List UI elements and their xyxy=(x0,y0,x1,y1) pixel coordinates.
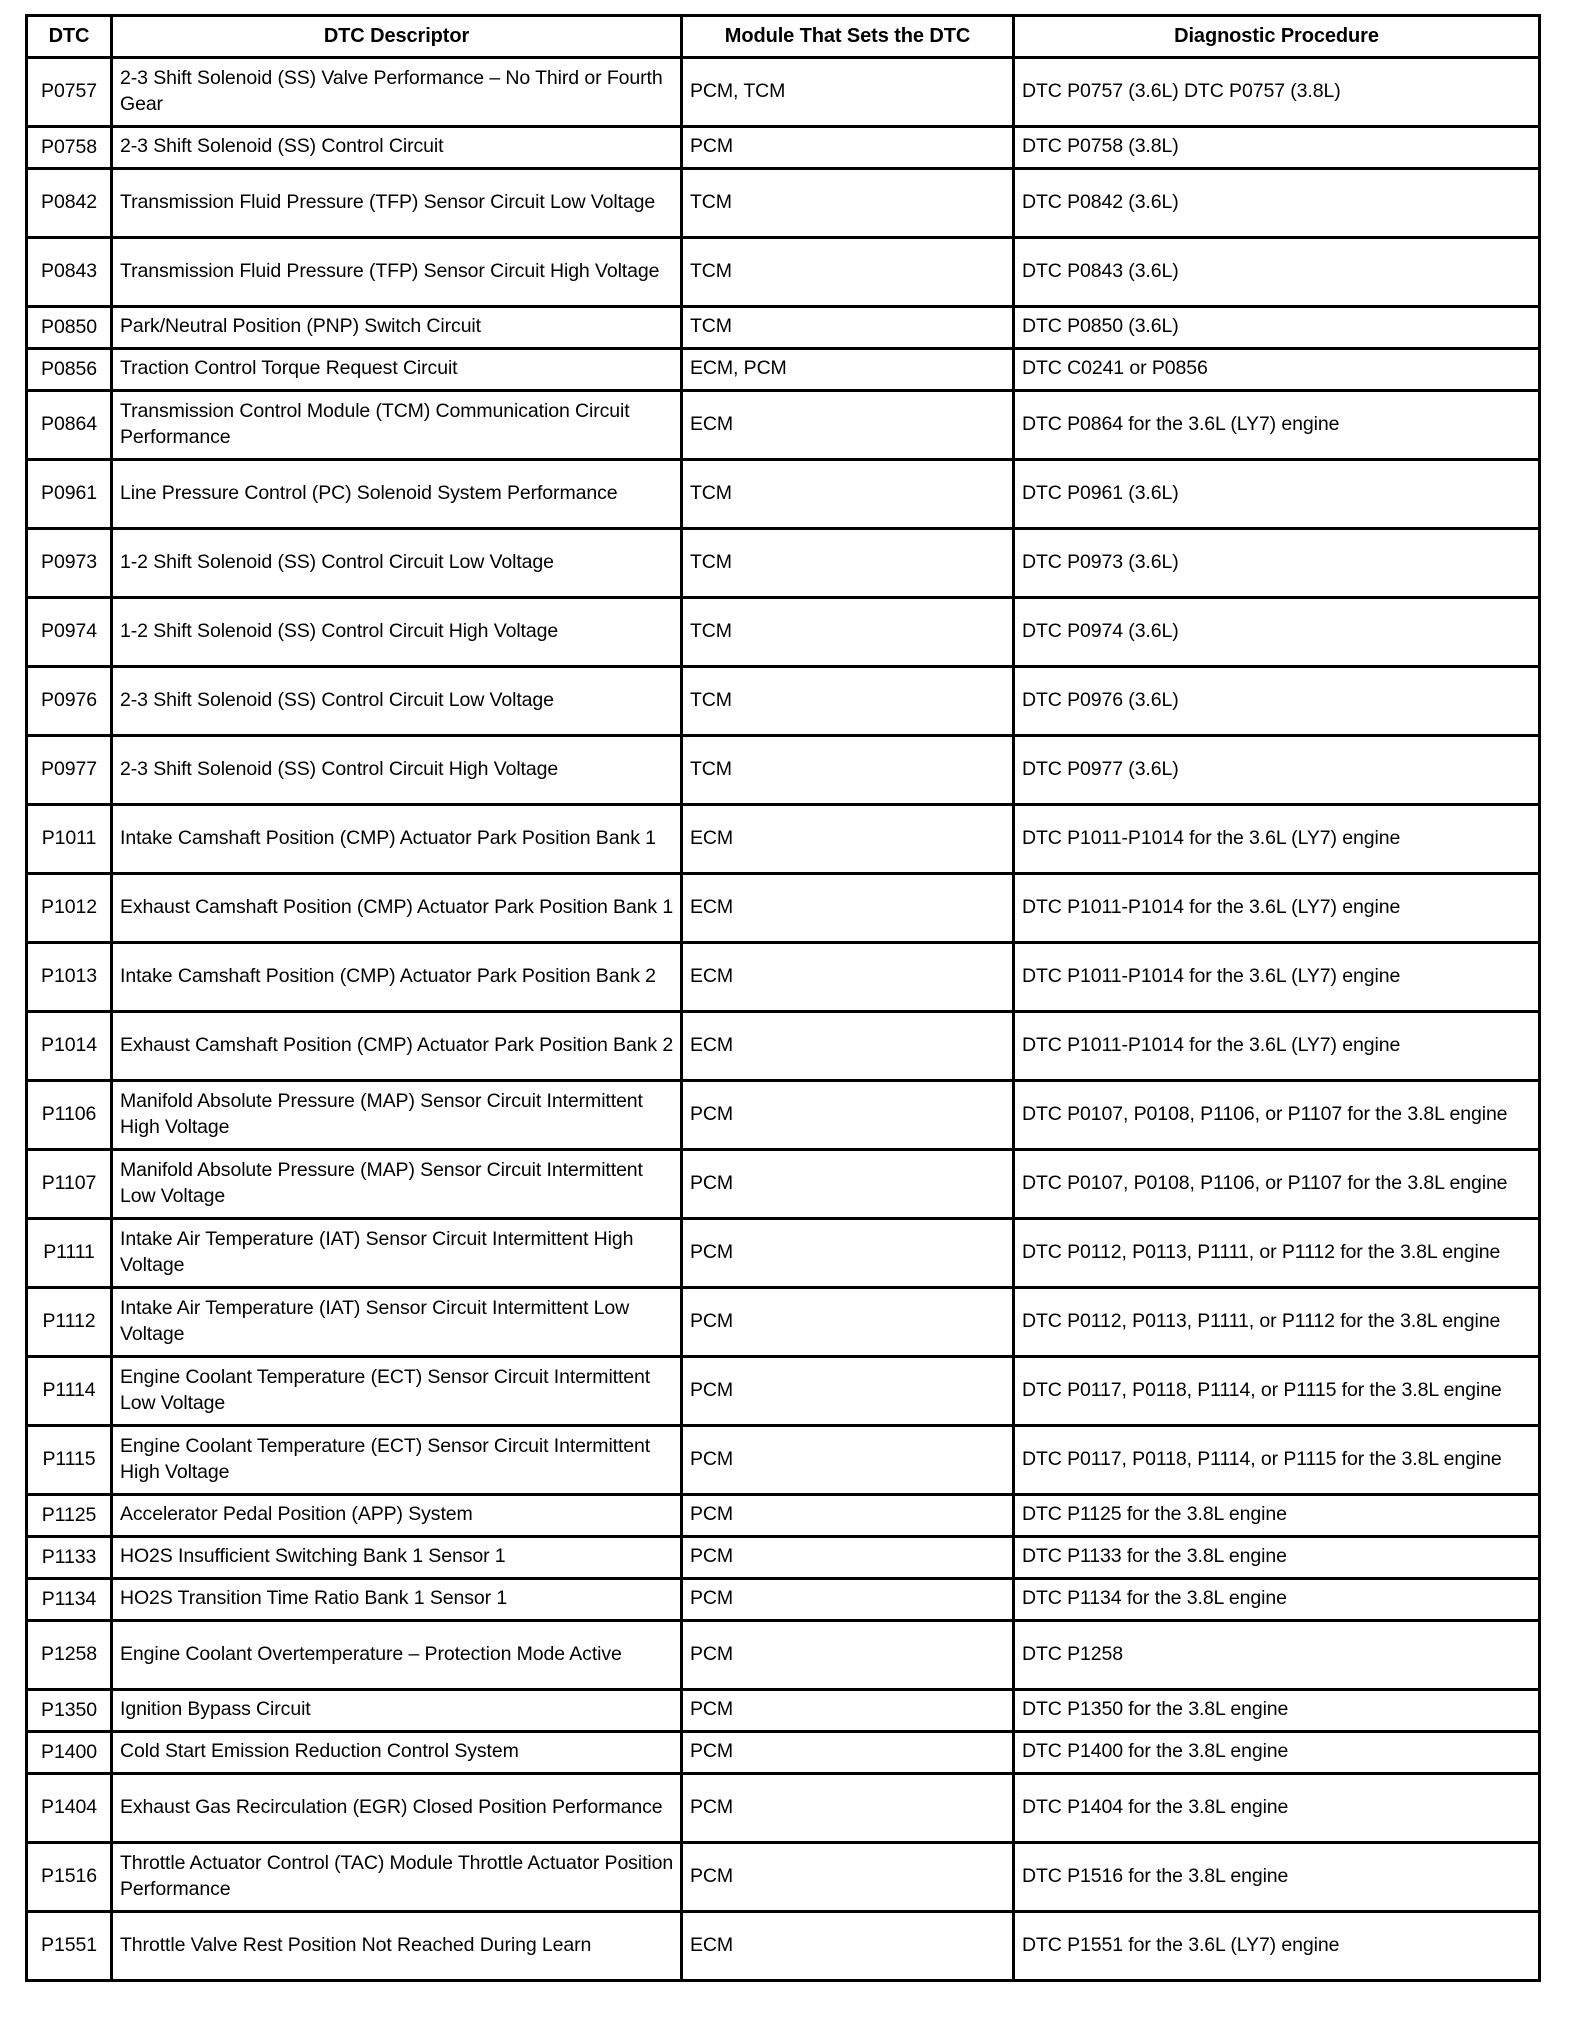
cell-dtc-descriptor: Line Pressure Control (PC) Solenoid System Performance xyxy=(112,460,682,529)
cell-dtc-code: P1012 xyxy=(27,874,112,943)
cell-dtc-descriptor: 2-3 Shift Solenoid (SS) Control Circuit xyxy=(112,127,682,169)
cell-module: PCM xyxy=(682,1495,1014,1537)
cell-dtc-descriptor: 2-3 Shift Solenoid (SS) Valve Performance – No Third or Fourth Gear xyxy=(112,58,682,127)
cell-module: PCM xyxy=(682,1579,1014,1621)
cell-dtc-descriptor: Accelerator Pedal Position (APP) System xyxy=(112,1495,682,1537)
cell-dtc-descriptor: Throttle Actuator Control (TAC) Module Throttle Actuator Position Performance xyxy=(112,1843,682,1912)
cell-dtc-descriptor: Transmission Control Module (TCM) Communication Circuit Performance xyxy=(112,391,682,460)
cell-diagnostic-procedure: DTC P0112, P0113, P1111, or P1112 for the 3.8L engine xyxy=(1014,1288,1540,1357)
cell-module: PCM xyxy=(682,1621,1014,1690)
cell-dtc-code: P1400 xyxy=(27,1732,112,1774)
table-row xyxy=(27,874,1540,943)
table-row xyxy=(27,1357,1540,1426)
cell-module: TCM xyxy=(682,238,1014,307)
cell-dtc-descriptor: 1-2 Shift Solenoid (SS) Control Circuit Low Voltage xyxy=(112,529,682,598)
column-header-dtc: DTC xyxy=(27,16,112,58)
table-row xyxy=(27,169,1540,238)
cell-diagnostic-procedure: DTC P0973 (3.6L) xyxy=(1014,529,1540,598)
table-row xyxy=(27,1774,1540,1843)
cell-diagnostic-procedure: DTC P0976 (3.6L) xyxy=(1014,667,1540,736)
cell-dtc-descriptor: Manifold Absolute Pressure (MAP) Sensor Circuit Intermittent Low Voltage xyxy=(112,1150,682,1219)
cell-module: PCM xyxy=(682,1288,1014,1357)
cell-dtc-code: P1014 xyxy=(27,1012,112,1081)
cell-dtc-code: P0850 xyxy=(27,307,112,349)
cell-diagnostic-procedure: DTC P0107, P0108, P1106, or P1107 for the 3.8L engine xyxy=(1014,1150,1540,1219)
table-row xyxy=(27,238,1540,307)
cell-diagnostic-procedure: DTC P1011-P1014 for the 3.6L (LY7) engine xyxy=(1014,943,1540,1012)
cell-dtc-descriptor: Intake Camshaft Position (CMP) Actuator Park Position Bank 1 xyxy=(112,805,682,874)
cell-diagnostic-procedure: DTC P1011-P1014 for the 3.6L (LY7) engine xyxy=(1014,1012,1540,1081)
cell-diagnostic-procedure: DTC P0974 (3.6L) xyxy=(1014,598,1540,667)
table-row xyxy=(27,1150,1540,1219)
table-body xyxy=(27,58,1540,1981)
cell-dtc-descriptor: Ignition Bypass Circuit xyxy=(112,1690,682,1732)
cell-module: PCM xyxy=(682,1357,1014,1426)
cell-diagnostic-procedure: DTC P1551 for the 3.6L (LY7) engine xyxy=(1014,1912,1540,1981)
cell-module: TCM xyxy=(682,529,1014,598)
cell-module: PCM xyxy=(682,1843,1014,1912)
cell-module: ECM xyxy=(682,805,1014,874)
cell-diagnostic-procedure: DTC P1258 xyxy=(1014,1621,1540,1690)
cell-module: ECM xyxy=(682,1012,1014,1081)
table-row xyxy=(27,1081,1540,1150)
cell-diagnostic-procedure: DTC P1133 for the 3.8L engine xyxy=(1014,1537,1540,1579)
cell-diagnostic-procedure: DTC P0117, P0118, P1114, or P1115 for the 3.8L engine xyxy=(1014,1357,1540,1426)
cell-dtc-code: P0974 xyxy=(27,598,112,667)
table-row xyxy=(27,1426,1540,1495)
cell-diagnostic-procedure: DTC P1011-P1014 for the 3.6L (LY7) engine xyxy=(1014,805,1540,874)
cell-dtc-descriptor: Transmission Fluid Pressure (TFP) Sensor Circuit High Voltage xyxy=(112,238,682,307)
cell-dtc-descriptor: 1-2 Shift Solenoid (SS) Control Circuit High Voltage xyxy=(112,598,682,667)
cell-dtc-code: P1107 xyxy=(27,1150,112,1219)
cell-dtc-descriptor: HO2S Transition Time Ratio Bank 1 Sensor 1 xyxy=(112,1579,682,1621)
column-header-module: Module That Sets the DTC xyxy=(682,16,1014,58)
cell-module: ECM, PCM xyxy=(682,349,1014,391)
cell-module: PCM xyxy=(682,1537,1014,1579)
cell-dtc-code: P1111 xyxy=(27,1219,112,1288)
table-row xyxy=(27,127,1540,169)
cell-dtc-code: P0977 xyxy=(27,736,112,805)
table-row xyxy=(27,529,1540,598)
cell-diagnostic-procedure: DTC P0117, P0118, P1114, or P1115 for the 3.8L engine xyxy=(1014,1426,1540,1495)
cell-dtc-code: P1125 xyxy=(27,1495,112,1537)
cell-dtc-descriptor: Intake Camshaft Position (CMP) Actuator Park Position Bank 2 xyxy=(112,943,682,1012)
cell-dtc-descriptor: Intake Air Temperature (IAT) Sensor Circuit Intermittent Low Voltage xyxy=(112,1288,682,1357)
cell-diagnostic-procedure: DTC P1125 for the 3.8L engine xyxy=(1014,1495,1540,1537)
table-row xyxy=(27,943,1540,1012)
cell-diagnostic-procedure: DTC C0241 or P0856 xyxy=(1014,349,1540,391)
cell-diagnostic-procedure: DTC P1400 for the 3.8L engine xyxy=(1014,1732,1540,1774)
cell-dtc-code: P0758 xyxy=(27,127,112,169)
cell-dtc-descriptor: Exhaust Camshaft Position (CMP) Actuator Park Position Bank 2 xyxy=(112,1012,682,1081)
cell-diagnostic-procedure: DTC P1011-P1014 for the 3.6L (LY7) engine xyxy=(1014,874,1540,943)
cell-diagnostic-procedure: DTC P0961 (3.6L) xyxy=(1014,460,1540,529)
table-row xyxy=(27,1537,1540,1579)
table-header xyxy=(27,16,1540,58)
cell-diagnostic-procedure: DTC P1404 for the 3.8L engine xyxy=(1014,1774,1540,1843)
table-row xyxy=(27,58,1540,127)
cell-module: TCM xyxy=(682,736,1014,805)
cell-module: PCM xyxy=(682,1150,1014,1219)
cell-diagnostic-procedure: DTC P1516 for the 3.8L engine xyxy=(1014,1843,1540,1912)
cell-dtc-code: P0856 xyxy=(27,349,112,391)
column-header-procedure: Diagnostic Procedure xyxy=(1014,16,1540,58)
cell-module: PCM xyxy=(682,1774,1014,1843)
cell-module: TCM xyxy=(682,169,1014,238)
column-header-descriptor: DTC Descriptor xyxy=(112,16,682,58)
cell-dtc-code: P1112 xyxy=(27,1288,112,1357)
table-row xyxy=(27,1219,1540,1288)
cell-module: PCM, TCM xyxy=(682,58,1014,127)
cell-diagnostic-procedure: DTC P0112, P0113, P1111, or P1112 for the 3.8L engine xyxy=(1014,1219,1540,1288)
cell-diagnostic-procedure: DTC P1134 for the 3.8L engine xyxy=(1014,1579,1540,1621)
cell-dtc-descriptor: HO2S Insufficient Switching Bank 1 Sensor 1 xyxy=(112,1537,682,1579)
cell-dtc-descriptor: Park/Neutral Position (PNP) Switch Circuit xyxy=(112,307,682,349)
cell-dtc-descriptor: Engine Coolant Temperature (ECT) Sensor Circuit Intermittent High Voltage xyxy=(112,1426,682,1495)
cell-module: ECM xyxy=(682,943,1014,1012)
cell-module: PCM xyxy=(682,1732,1014,1774)
cell-dtc-code: P1350 xyxy=(27,1690,112,1732)
cell-dtc-descriptor: 2-3 Shift Solenoid (SS) Control Circuit High Voltage xyxy=(112,736,682,805)
cell-dtc-code: P1551 xyxy=(27,1912,112,1981)
cell-module: ECM xyxy=(682,391,1014,460)
cell-dtc-code: P0757 xyxy=(27,58,112,127)
cell-dtc-descriptor: Traction Control Torque Request Circuit xyxy=(112,349,682,391)
cell-diagnostic-procedure: DTC P0842 (3.6L) xyxy=(1014,169,1540,238)
cell-dtc-descriptor: Exhaust Camshaft Position (CMP) Actuator Park Position Bank 1 xyxy=(112,874,682,943)
cell-dtc-code: P1134 xyxy=(27,1579,112,1621)
table-row xyxy=(27,460,1540,529)
cell-diagnostic-procedure: DTC P0107, P0108, P1106, or P1107 for the 3.8L engine xyxy=(1014,1081,1540,1150)
table-row xyxy=(27,1288,1540,1357)
cell-module: PCM xyxy=(682,1690,1014,1732)
table-row xyxy=(27,1843,1540,1912)
cell-dtc-code: P1013 xyxy=(27,943,112,1012)
cell-dtc-descriptor: Engine Coolant Temperature (ECT) Sensor Circuit Intermittent Low Voltage xyxy=(112,1357,682,1426)
cell-diagnostic-procedure: DTC P0757 (3.6L) DTC P0757 (3.8L) xyxy=(1014,58,1540,127)
cell-dtc-code: P0864 xyxy=(27,391,112,460)
cell-dtc-descriptor: 2-3 Shift Solenoid (SS) Control Circuit Low Voltage xyxy=(112,667,682,736)
cell-dtc-code: P0961 xyxy=(27,460,112,529)
cell-dtc-code: P1114 xyxy=(27,1357,112,1426)
cell-module: PCM xyxy=(682,1219,1014,1288)
dtc-table xyxy=(25,14,1541,1982)
cell-dtc-code: P1133 xyxy=(27,1537,112,1579)
table-row xyxy=(27,1912,1540,1981)
cell-module: ECM xyxy=(682,1912,1014,1981)
cell-module: PCM xyxy=(682,127,1014,169)
cell-module: TCM xyxy=(682,307,1014,349)
table-row xyxy=(27,1012,1540,1081)
table-row xyxy=(27,349,1540,391)
cell-dtc-descriptor: Exhaust Gas Recirculation (EGR) Closed Position Performance xyxy=(112,1774,682,1843)
table-row xyxy=(27,598,1540,667)
cell-dtc-code: P1106 xyxy=(27,1081,112,1150)
table-row xyxy=(27,805,1540,874)
cell-diagnostic-procedure: DTC P0843 (3.6L) xyxy=(1014,238,1540,307)
table-row xyxy=(27,1621,1540,1690)
cell-diagnostic-procedure: DTC P0864 for the 3.6L (LY7) engine xyxy=(1014,391,1540,460)
cell-module: TCM xyxy=(682,598,1014,667)
cell-dtc-descriptor: Transmission Fluid Pressure (TFP) Sensor Circuit Low Voltage xyxy=(112,169,682,238)
table-row xyxy=(27,667,1540,736)
cell-module: PCM xyxy=(682,1426,1014,1495)
table-row xyxy=(27,1690,1540,1732)
cell-dtc-code: P0842 xyxy=(27,169,112,238)
cell-dtc-descriptor: Manifold Absolute Pressure (MAP) Sensor Circuit Intermittent High Voltage xyxy=(112,1081,682,1150)
table-row xyxy=(27,307,1540,349)
cell-dtc-code: P0973 xyxy=(27,529,112,598)
cell-diagnostic-procedure: DTC P0758 (3.8L) xyxy=(1014,127,1540,169)
cell-dtc-code: P1516 xyxy=(27,1843,112,1912)
cell-module: TCM xyxy=(682,460,1014,529)
cell-dtc-code: P1011 xyxy=(27,805,112,874)
cell-dtc-code: P1404 xyxy=(27,1774,112,1843)
cell-module: PCM xyxy=(682,1081,1014,1150)
cell-diagnostic-procedure: DTC P1350 for the 3.8L engine xyxy=(1014,1690,1540,1732)
cell-dtc-descriptor: Engine Coolant Overtemperature – Protection Mode Active xyxy=(112,1621,682,1690)
cell-dtc-code: P1115 xyxy=(27,1426,112,1495)
cell-dtc-code: P0843 xyxy=(27,238,112,307)
table-row xyxy=(27,1732,1540,1774)
table-row xyxy=(27,736,1540,805)
cell-dtc-descriptor: Cold Start Emission Reduction Control System xyxy=(112,1732,682,1774)
cell-dtc-code: P0976 xyxy=(27,667,112,736)
cell-diagnostic-procedure: DTC P0850 (3.6L) xyxy=(1014,307,1540,349)
cell-dtc-descriptor: Intake Air Temperature (IAT) Sensor Circuit Intermittent High Voltage xyxy=(112,1219,682,1288)
table-row xyxy=(27,1495,1540,1537)
cell-diagnostic-procedure: DTC P0977 (3.6L) xyxy=(1014,736,1540,805)
cell-dtc-code: P1258 xyxy=(27,1621,112,1690)
cell-dtc-descriptor: Throttle Valve Rest Position Not Reached During Learn xyxy=(112,1912,682,1981)
header-row xyxy=(27,16,1540,58)
table-row xyxy=(27,1579,1540,1621)
table-row xyxy=(27,391,1540,460)
cell-module: TCM xyxy=(682,667,1014,736)
cell-module: ECM xyxy=(682,874,1014,943)
